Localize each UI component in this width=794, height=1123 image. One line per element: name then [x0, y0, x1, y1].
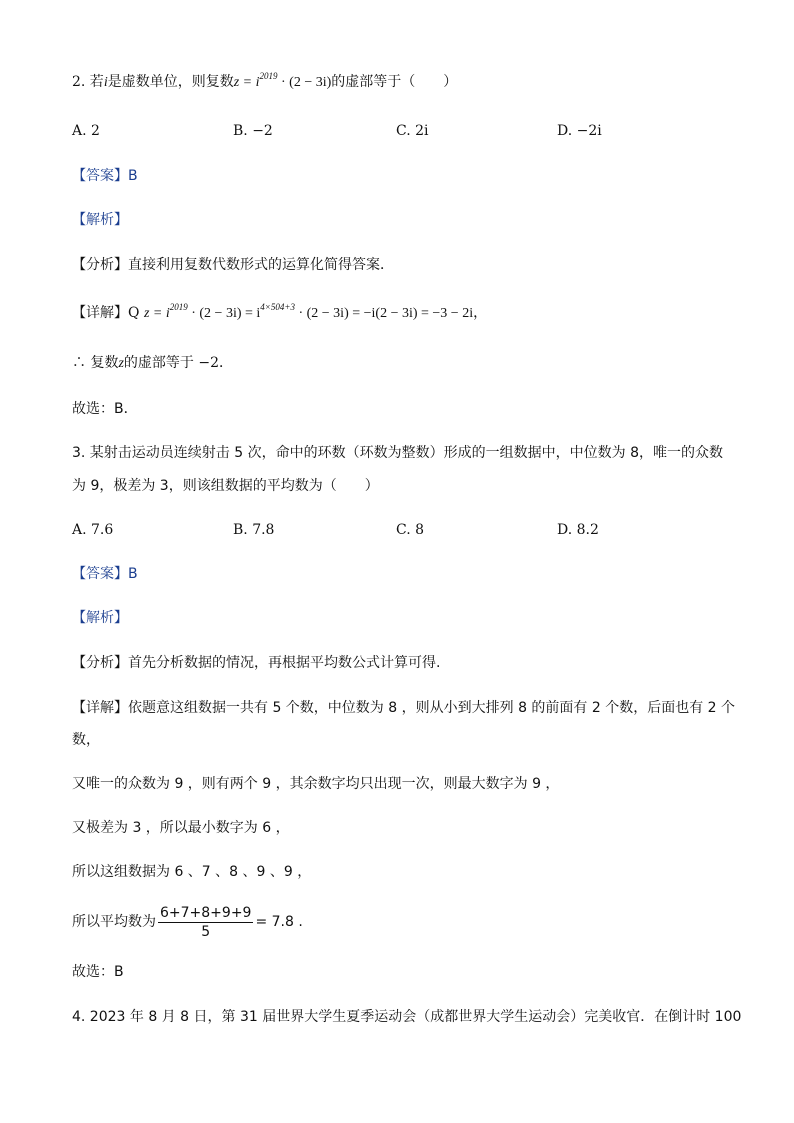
q2-option-b: B. −2	[233, 123, 273, 139]
q3-answer: 【答案】B	[72, 566, 138, 582]
q3-analysis-heading: 【解析】	[72, 610, 128, 626]
q2-fenxi: 【分析】直接利用复数代数形式的运算化简得答案．	[72, 257, 394, 273]
q2-answer: 【答案】B	[72, 168, 138, 184]
q2-formula: $z = i^{2019} \cdot (2 - 3i)$	[233, 71, 332, 90]
q2-option-a: A. 2	[72, 123, 100, 139]
q3-option-b: B. 7.8	[233, 522, 275, 538]
q3-detail-line4: 又极差为 3 ，所以最小数字为 6 ，	[72, 820, 290, 836]
q3-fenxi: 【分析】首先分析数据的情况，再根据平均数公式计算可得.	[72, 655, 441, 671]
q2-detail-formula: $z = i^{2019} \cdot (2 - 3i) = i^{4\times 504+3} \cdot (2 - 3i) = -i(2 - 3i) = -3 - 2i$	[143, 302, 474, 321]
q3-stem-line1: 3. 某射击运动员连续射击 5 次，命中的环数（环数为整数）形成的一组数据中，中位数为 8，唯一的众数	[72, 445, 723, 461]
q3-choose: 故选：B	[72, 964, 124, 980]
q3-detail-line3: 又唯一的众数为 9 ，则有两个 9 ，其余数字均只出现一次，则最大数字为 9 ，	[72, 776, 560, 792]
q3-option-a: A. 7.6	[72, 522, 114, 538]
q2-option-c: C. 2i	[396, 123, 429, 139]
q2-conclusion: ∴ 复数z的虚部等于 −2．	[72, 355, 233, 371]
q3-detail-line1: 【详解】依题意这组数据一共有 5 个数，中位数为 8 ，则从小到大排列 8 的前面有 2 个数，后面也有 2 个	[72, 700, 736, 716]
q2-option-d: D. −2i	[557, 123, 602, 139]
q3-detail-line5: 所以这组数据为 6 、7 、8 、9 、9 ，	[72, 864, 312, 880]
q3-mean-fraction: $\frac{6+7+8+9+9}{5}$	[160, 904, 252, 940]
q2-stem: 2. 若i是虚数单位，则复数$z = i^{2019} \cdot (2 - 3i)$的虚部等于（ ）	[72, 71, 458, 90]
q2-analysis-heading: 【解析】	[72, 212, 128, 228]
q3-mean: 所以平均数为 $\frac{6+7+8+9+9}{5}$ = 7.8 .	[72, 904, 303, 940]
q4-stem-line1: 4. 2023 年 8 月 8 日，第 31 届世界大学生夏季运动会（成都世界大学生运动会）完美收官．在倒计时 100	[72, 1009, 742, 1025]
q3-stem-line2: 为 9，极差为 3，则该组数据的平均数为（ ）	[72, 478, 379, 494]
q3-option-c: C. 8	[396, 522, 425, 538]
q2-choose: 故选：B．	[72, 401, 138, 417]
q3-option-d: D. 8.2	[557, 522, 599, 538]
q2-detail: 【详解】Q $z = i^{2019} \cdot (2 - 3i) = i^{4\times 504+3} \cdot (2 - 3i) = -i(2 - 3i) = -3 - 2i$，	[72, 302, 488, 321]
q3-detail-line2: 数，	[72, 732, 100, 748]
